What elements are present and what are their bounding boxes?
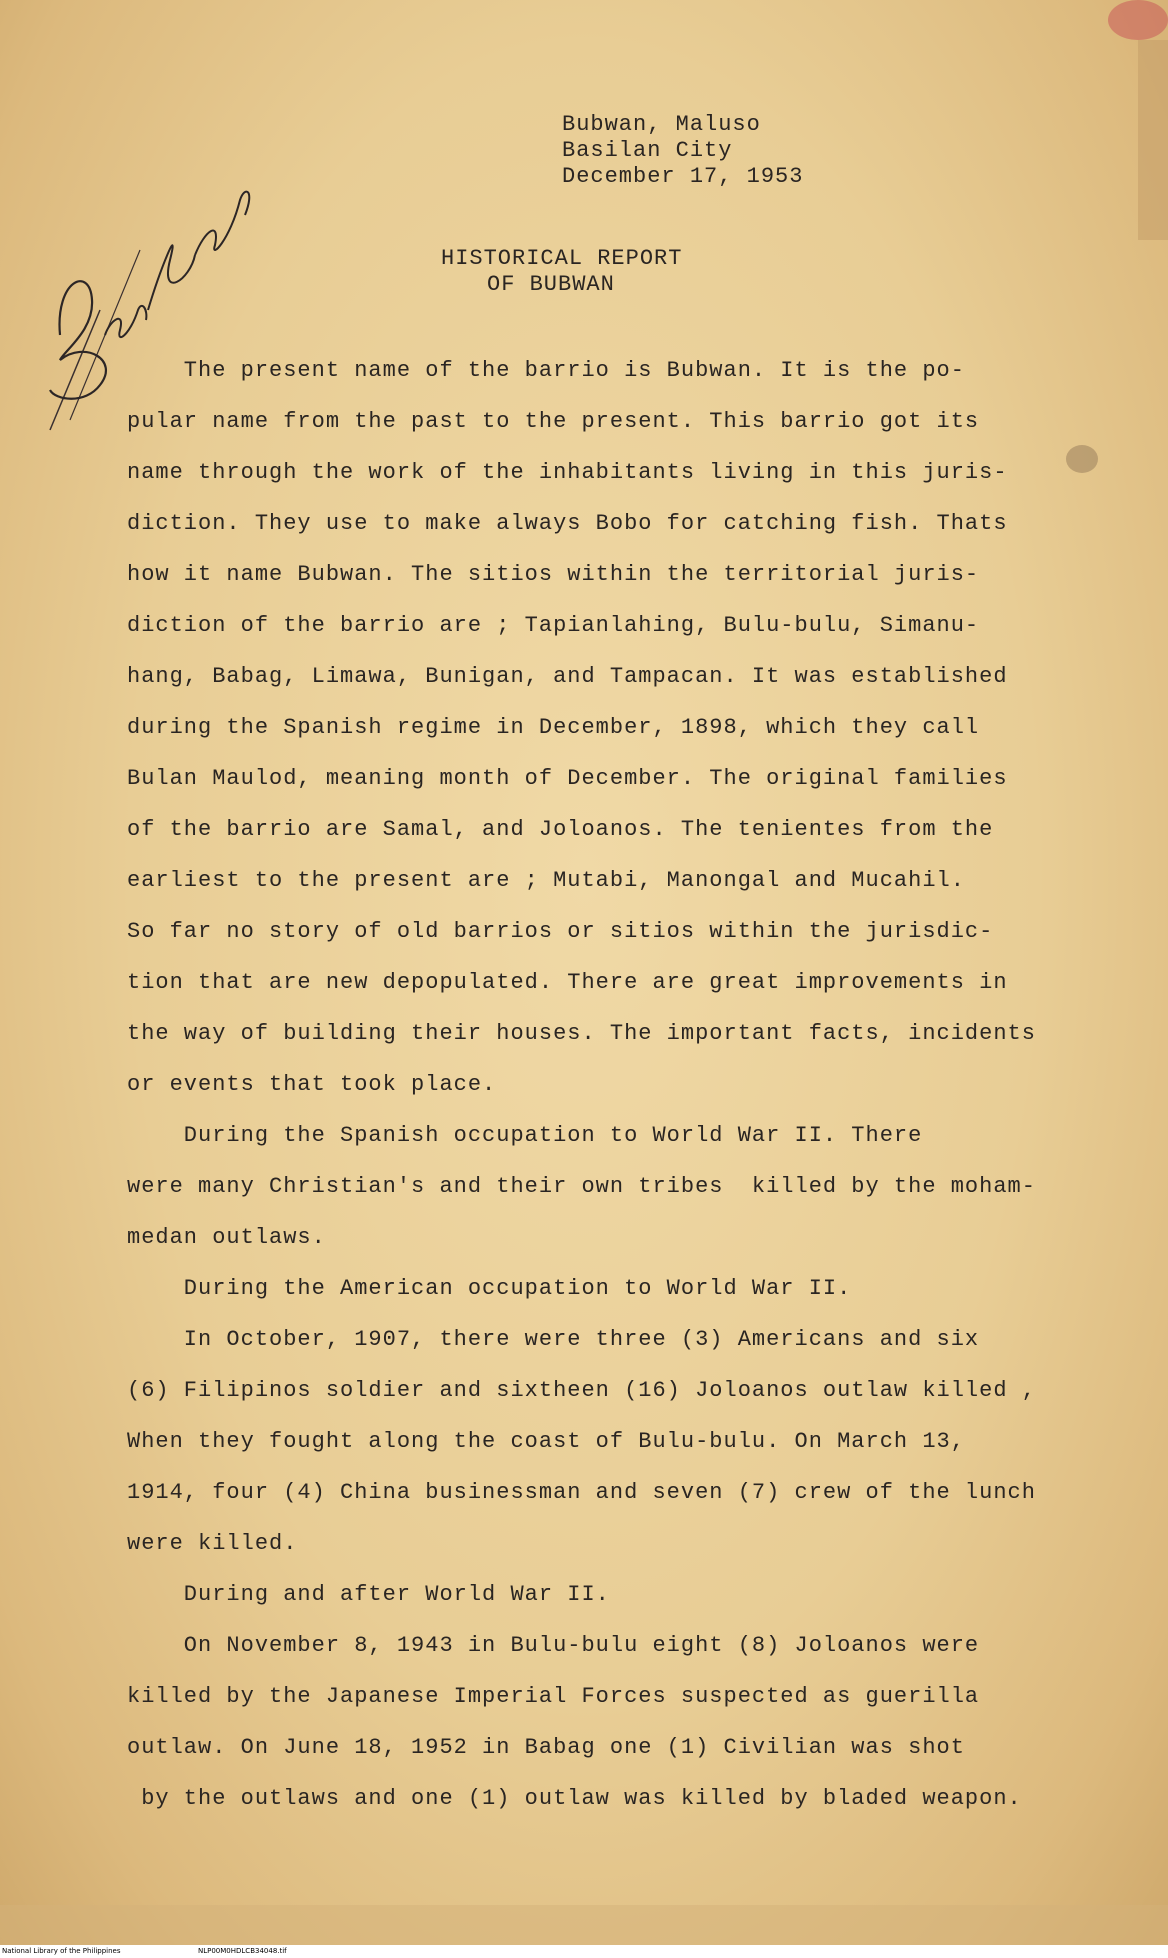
body-line: name through the work of the inhabitants living in this juris- (127, 460, 1008, 485)
footer-filename: NLP00M0HDLCB34048.tif (198, 1947, 287, 1955)
paper-stain (1138, 40, 1168, 240)
body-line: 1914, four (4) China businessman and seven (7) crew of the lunch (127, 1480, 1036, 1505)
footer-library: National Library of the Philippines (2, 1947, 121, 1955)
body-line: The present name of the barrio is Bubwan. It is the po- (127, 358, 965, 383)
body-line: diction. They use to make always Bobo for catching fish. Thats (127, 511, 1008, 536)
paper-stain (1108, 0, 1168, 40)
document-title (441, 246, 682, 298)
body-line: During the American occupation to World War II. (127, 1276, 852, 1301)
header-date: December 17, 1953 (562, 164, 804, 189)
body-line: during the Spanish regime in December, 1898, which they call (127, 715, 980, 740)
body-line: how it name Bubwan. The sitios within the territorial juris- (127, 562, 980, 587)
document-header (562, 112, 803, 190)
report-body (127, 345, 1107, 1824)
body-line: In October, 1907, there were three (3) Americans and six (127, 1327, 980, 1352)
body-line: pular name from the past to the present. This barrio got its (127, 409, 980, 434)
header-location: Bubwan, Maluso (562, 112, 761, 137)
body-line: or events that took place. (127, 1072, 497, 1097)
body-line: the way of building their houses. The important facts, incidents (127, 1021, 1036, 1046)
title-line-2: OF BUBWAN (487, 272, 615, 297)
body-line: When they fought along the coast of Bulu-bulu. On March 13, (127, 1429, 965, 1454)
body-line: tion that are new depopulated. There are great improvements in (127, 970, 1008, 995)
body-line: During the Spanish occupation to World War II. There (127, 1123, 923, 1148)
body-line: killed by the Japanese Imperial Forces suspected as guerilla (127, 1684, 980, 1709)
body-line: medan outlaws. (127, 1225, 326, 1250)
body-line: were many Christian's and their own tribes killed by the moham- (127, 1174, 1036, 1199)
paper-stain (0, 1905, 1168, 1945)
body-line: hang, Babag, Limawa, Bunigan, and Tampacan. It was established (127, 664, 1008, 689)
body-line: Bulan Maulod, meaning month of December. The original families (127, 766, 1008, 791)
header-city: Basilan City (562, 138, 733, 163)
body-line: by the outlaws and one (1) outlaw was killed by bladed weapon. (127, 1786, 1022, 1811)
body-line: So far no story of old barrios or sitios within the jurisdic- (127, 919, 994, 944)
body-line: diction of the barrio are ; Tapianlahing, Bulu-bulu, Simanu- (127, 613, 980, 638)
body-line: (6) Filipinos soldier and sixtheen (16) Joloanos outlaw killed , (127, 1378, 1036, 1403)
body-line: of the barrio are Samal, and Joloanos. The tenientes from the (127, 817, 994, 842)
body-line: outlaw. On June 18, 1952 in Babag one (1) Civilian was shot (127, 1735, 965, 1760)
scan-footer (0, 1945, 1168, 1958)
body-line: During and after World War II. (127, 1582, 610, 1607)
body-line: were killed. (127, 1531, 298, 1556)
body-line: earliest to the present are ; Mutabi, Manongal and Mucahil. (127, 868, 965, 893)
body-line: On November 8, 1943 in Bulu-bulu eight (8) Joloanos were (127, 1633, 980, 1658)
title-line-1: HISTORICAL REPORT (441, 246, 683, 271)
